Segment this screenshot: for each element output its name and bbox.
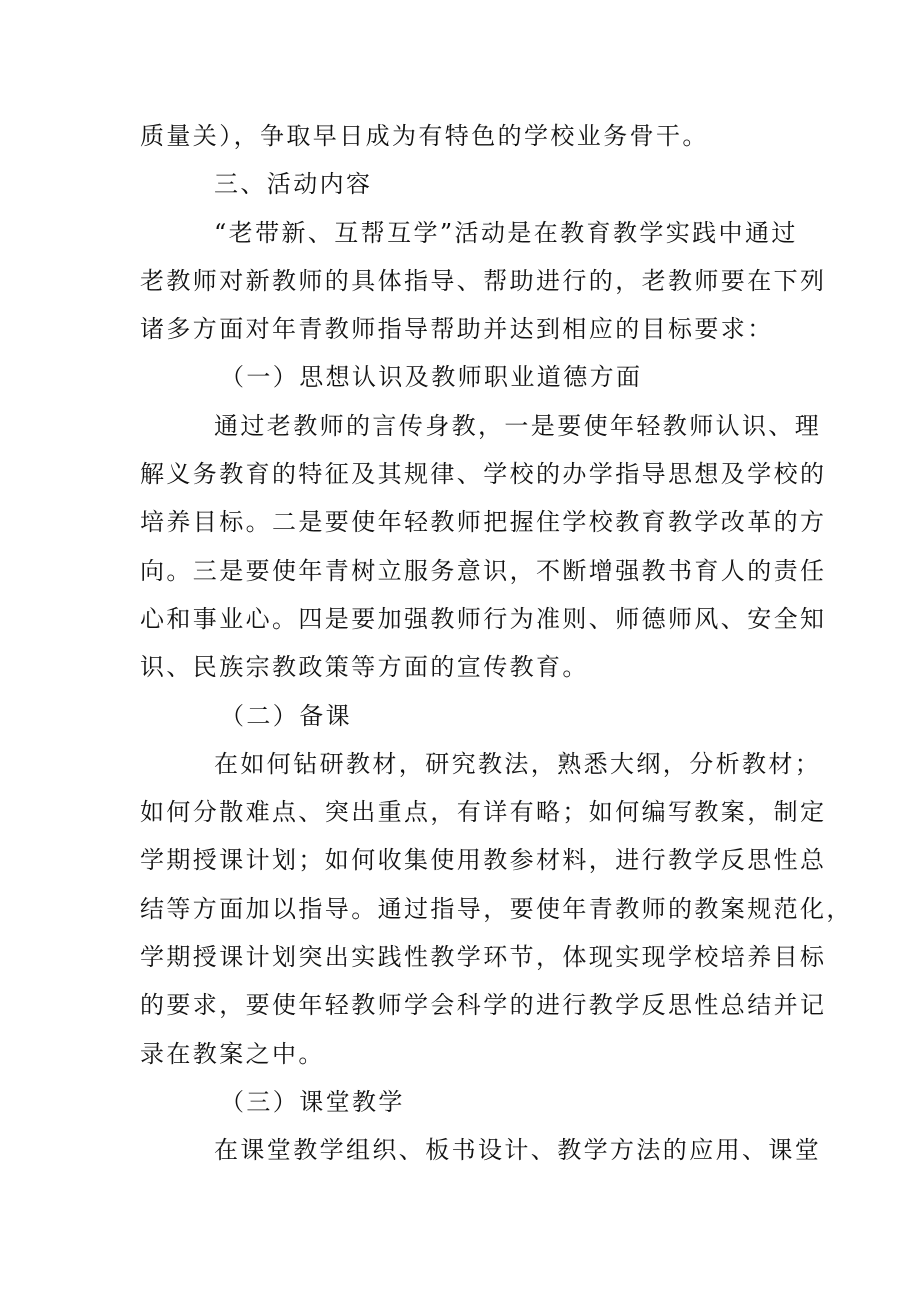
subheading-ethics: （一）思想认识及教师职业道德方面 (220, 363, 643, 392)
text-line: 的要求，要使年轻教师学会科学的进行教学反思性总结并记 (140, 991, 827, 1020)
section-heading-activity-content: 三、活动内容 (214, 170, 373, 199)
text-line: 心和事业心。四是要加强教师行为准则、师德师风、安全知 (140, 604, 827, 633)
subheading-lesson-prep: （二）备课 (220, 701, 352, 730)
text-line: 在如何钻研教材，研究教法，熟悉大纲，分析教材； (214, 749, 822, 778)
text-line: 结等方面加以指导。通过指导，要使年青教师的教案规范化， (140, 894, 853, 923)
text-line: 学期授课计划突出实践性教学环节，体现实现学校培养目标 (140, 943, 827, 972)
subheading-classroom-teaching: （三）课堂教学 (220, 1087, 405, 1116)
text-line: 如何分散难点、突出重点，有详有略；如何编写教案，制定 (140, 798, 827, 827)
text-line: 录在教案之中。 (140, 1039, 325, 1068)
text-line: 向。三是要使年青树立服务意识，不断增强教书育人的责任 (140, 556, 827, 585)
text-line: 通过老教师的言传身教，一是要使年轻教师认识、理 (214, 411, 822, 440)
text-line: “老带新、互帮互学”活动是在教育教学实践中通过 (214, 218, 798, 247)
text-line: 培养目标。二是要使年轻教师把握住学校教育教学改革的方 (140, 508, 827, 537)
document-body (140, 112, 853, 1175)
text-line: 质量关），争取早日成为有特色的学校业务骨干。 (140, 122, 709, 150)
text-line: 诸多方面对年青教师指导帮助并达到相应的目标要求： (140, 315, 774, 344)
text-line: 解义务教育的特征及其规律、学校的办学指导思想及学校的 (140, 460, 827, 489)
text-line: 识、民族宗教政策等方面的宣传教育。 (140, 653, 589, 682)
text-line: 老教师对新教师的具体指导、帮助进行的，老教师要在下列 (140, 266, 827, 295)
text-line: 在课堂教学组织、板书设计、教学方法的应用、课堂 (214, 1136, 822, 1165)
text-line: 学期授课计划；如何收集使用教参材料，进行教学反思性总 (140, 846, 827, 875)
